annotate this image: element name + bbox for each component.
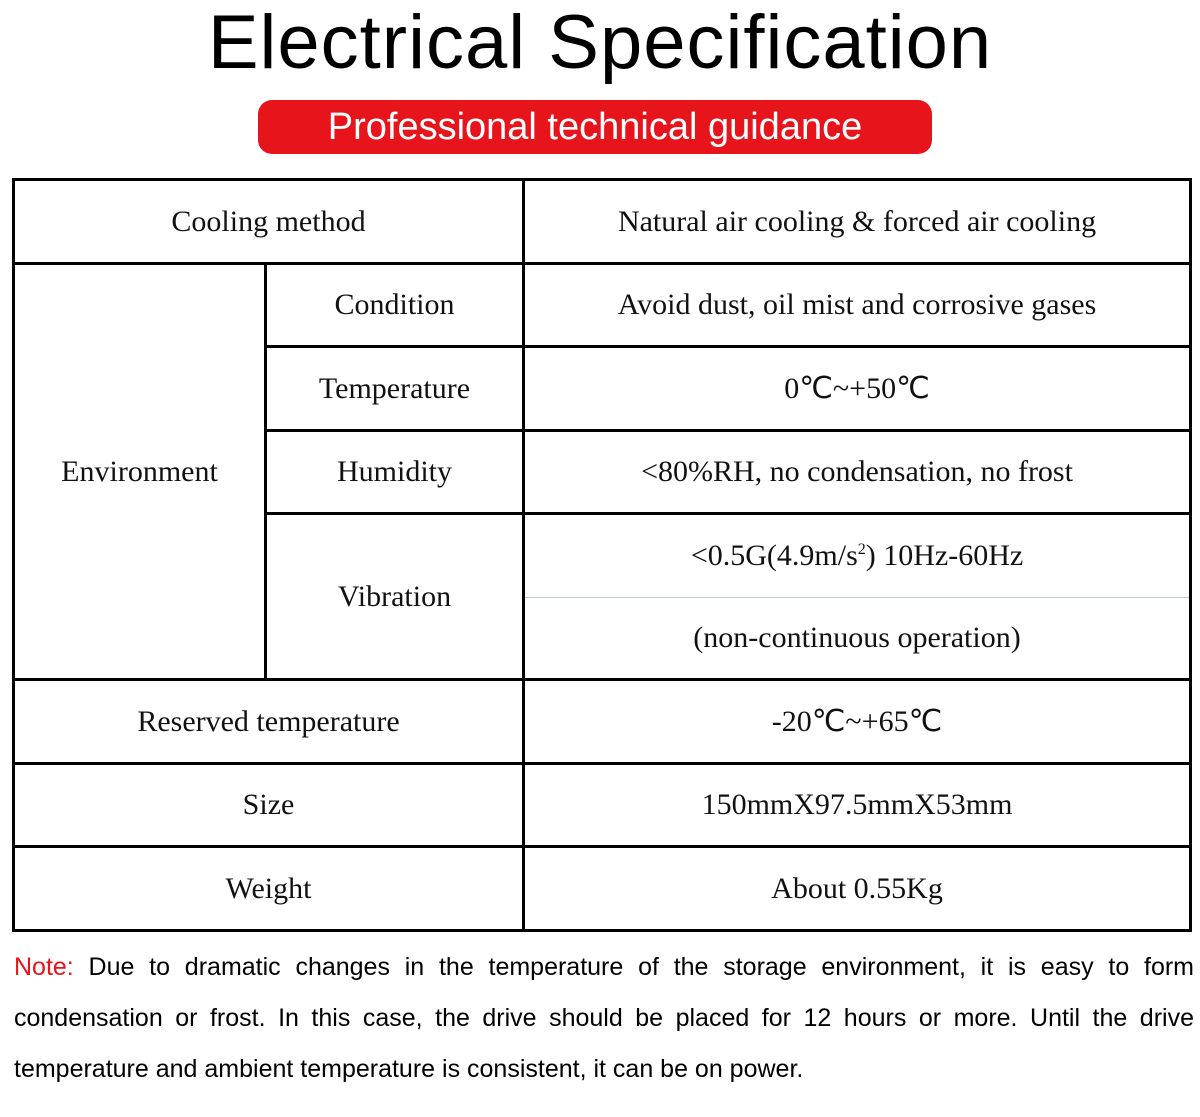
note-paragraph [14,942,1194,1095]
vibration-value-main: <0.5G(4.9m/s [690,539,858,572]
subtitle-badge: Professional technical guidance [258,100,932,154]
temperature-value: 0℃~+50℃ [524,347,1191,431]
table-row [14,680,1191,764]
vibration-value-exponent: 2 [857,541,866,558]
cooling-value: Natural air cooling & forced air cooling [524,180,1191,264]
table-row [14,847,1191,931]
vibration-value-note: (non-continuous operation) [524,598,1191,680]
vibration-value-range: ) 10Hz-60Hz [865,539,1024,572]
reserved-temperature-label: Reserved temperature [14,680,524,764]
weight-value: About 0.55Kg [524,847,1191,931]
cooling-label: Cooling method [14,180,524,264]
vibration-label: Vibration [266,514,524,680]
table-row [14,764,1191,847]
size-value: 150mmX97.5mmX53mm [524,764,1191,847]
condition-label: Condition [266,264,524,347]
temperature-label: Temperature [266,347,524,431]
humidity-value: <80%RH, no condensation, no frost [524,431,1191,514]
table-row [14,264,1191,347]
note-label: Note: [14,953,74,981]
condition-value: Avoid dust, oil mist and corrosive gases [524,264,1191,347]
weight-label: Weight [14,847,524,931]
page-title: Electrical Specification [207,0,993,85]
vibration-value [524,514,1191,598]
table-row [14,180,1191,264]
reserved-temperature-value: -20℃~+65℃ [524,680,1191,764]
spec-table [12,178,1192,932]
humidity-label: Humidity [266,431,524,514]
environment-label: Environment [14,264,266,680]
note-text: Due to dramatic changes in the temperature of the storage environment, it is easy to form condensation or frost. In this case, the drive should be placed for 12 hours or more. Until the drive temperature and ambient temperature is consistent, it can be on power. [14,953,1194,1083]
size-label: Size [14,764,524,847]
